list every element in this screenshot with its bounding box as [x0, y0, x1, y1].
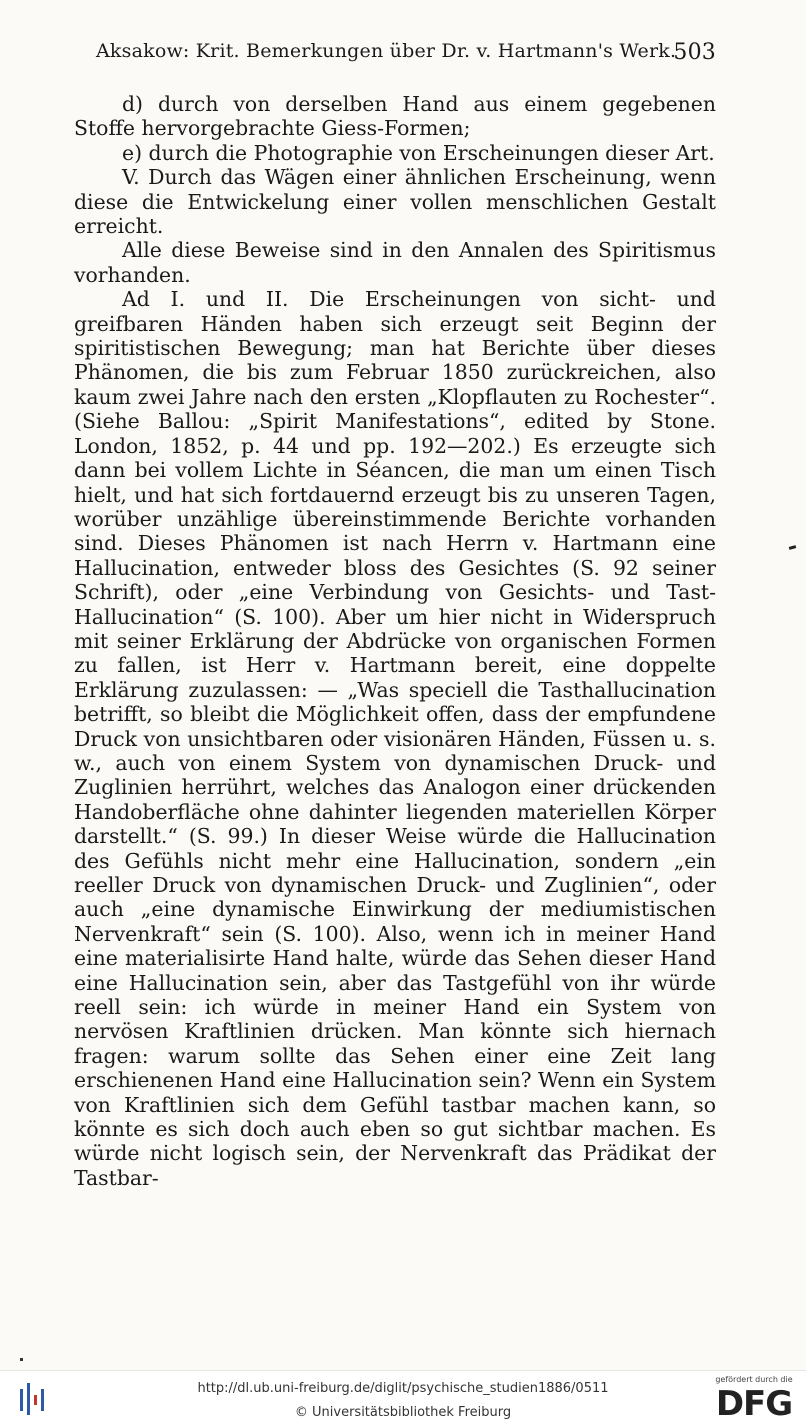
page-number: 503 — [673, 40, 716, 65]
copyright-notice: © Universitätsbibliothek Freiburg — [294, 1405, 512, 1420]
paragraph-e: e) durch die Photographie von Erscheinungen dieser Art. — [122, 140, 715, 165]
dfg-wordmark: DFG — [715, 1384, 793, 1424]
paragraph-d: d) durch von derselben Hand aus einem gegebenen Stoffe hervorgebrachte Giess-Formen; — [74, 92, 716, 141]
dfg-logo — [706, 1375, 802, 1425]
running-title: Aksakow: Krit. Bemerkungen über Dr. v. Hartmann's Werk. — [96, 40, 677, 62]
permalink-url[interactable]: http://dl.ub.uni-freiburg.de/diglit/psychische_studien1886/0511 — [197, 1381, 609, 1396]
dfg-tagline: gefördert durch die — [715, 1375, 793, 1384]
margin-mark — [789, 545, 797, 550]
body-text — [74, 92, 716, 1190]
viewer-footer — [0, 1370, 806, 1427]
paragraph-v: V. Durch das Wägen einer ähnlichen Erscheinung, wenn diese die Entwickelung einer vollen menschlichen Gestalt erreicht. — [74, 165, 716, 239]
paragraph-ad: Ad I. und II. Die Erscheinungen von sicht- und greifbaren Händen haben sich erzeugt seit Beginn der spiritistischen Bewegung; man hat Berichte über dieses Phänomen, die bis zum Februar 1850 zurückreichen, also kaum zwei Jahre nach den ersten „Klopflauten zu Rochester“. (Siehe Ballou: „Spirit Manifestations“, edited by Stone. London, 1852, p. 44 und pp. 192—202.) Es erzeugte sich dann bei vollem Lichte in Séancen, die man um einen Tisch hielt, und hat sich fortdauernd erzeugt bis zu unseren Tagen, worüber unzählige übereinstimmende Berichte vorhanden sind. Dieses Phänomen ist nach Herrn v. Hartmann eine Hallucination, entweder bloss des Gesichtes (S. 92 seiner Schrift), oder „eine Verbindung von Gesichts- und Tast-Hallucination“ (S. 100). Aber um hier nicht in Widerspruch mit seiner Erklärung der Abdrücke von organischen Formen zu fallen, ist Herr v. Hartmann bereit, eine doppelte Erklärung zuzulassen: — „Was speciell die Tasthallucination betrifft, so bleibt die Möglichkeit offen, dass der empfundene Druck von unsichtbaren oder visionären Händen, Füssen u. s. w., auch von einem System von dynamischen Druck- und Zuglinien herrührt, welches das Analogon einer drückenden Handoberfläche ohne dahinter liegenden materiellen Körper darstellt.“ (S. 99.) In dieser Weise würde die Hallucination des Gefühls nicht mehr eine Hallucination, sondern „ein reeller Druck von dynamischen Druck- und Zuglinien“, oder auch „eine dynamische Einwirkung der mediumistischen Nervenkraft“ sein (S. 100). Also, wenn ich in meiner Hand eine materialisirte Hand halte, würde das Sehen dieser Hand eine Hallucination sein, aber das Tastgefühl von ihr würde reell sein: ich würde in meiner Hand ein System von nervösen Kraftlinien drücken. Man könnte sich hiernach fragen: warum sollte das Sehen einer eine Zeit lang erschienenen Hand eine Hallucination sein? Wenn ein System von Kraftlinien sich dem Gefühl tastbar machen kann, so könnte es sich doch auch eben so gut sichtbar machen. Es würde nicht logisch sein, der Nervenkraft das Prädikat der Tastbar- — [74, 287, 716, 1190]
paragraph-alle: Alle diese Beweise sind in den Annalen des Spiritismus vorhanden. — [74, 238, 716, 287]
scan-dot — [20, 1358, 23, 1361]
